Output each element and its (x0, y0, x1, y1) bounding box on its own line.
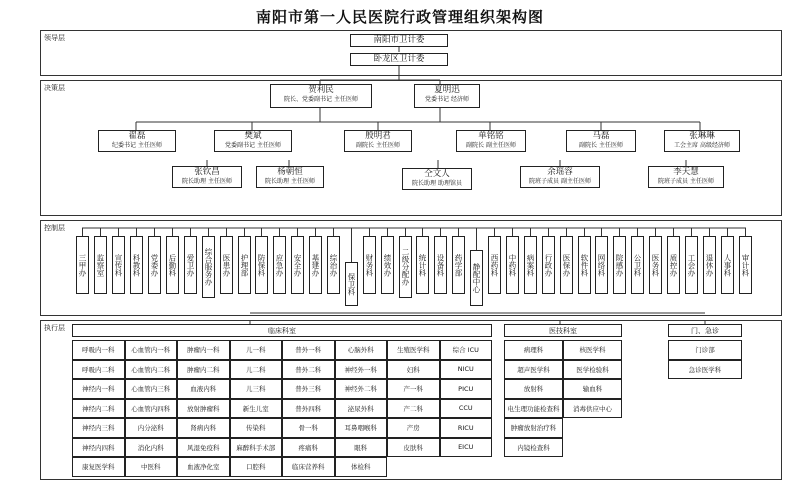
leader-top-box (350, 34, 448, 47)
control-dept-box (470, 250, 483, 306)
control-dept-box (578, 236, 591, 294)
assistant-role: 院长助理 助理馆员 (412, 180, 462, 187)
clinical-dept-cell: 心血管内四科 (125, 399, 178, 419)
medtech-dept-cell: 内镜检查科 (504, 438, 563, 458)
control-dept-label: 基建办 (311, 253, 320, 277)
decision-layer-label: 决策层 (44, 84, 65, 92)
control-dept-label: 药学部 (454, 253, 463, 277)
exec-role: 工会主席 高级经济师 (674, 142, 730, 149)
control-dept-label: 中药科 (508, 253, 517, 277)
clinical-dept-cell: 儿三科 (230, 379, 283, 399)
medtech-dept-cell: 放射科 (504, 379, 563, 399)
clinical-dept-cell: PICU (440, 379, 493, 399)
clinical-dept-cell: 心血管内一科 (125, 340, 178, 360)
control-dept-box (345, 262, 358, 306)
control-dept-box (381, 236, 394, 294)
control-dept-label: 退休办 (705, 253, 714, 277)
control-dept-label: 三甲办 (78, 253, 87, 277)
clinical-dept-cell: 传染科 (230, 418, 283, 438)
control-dept-box (309, 236, 322, 294)
clinical-dept-cell: 神经内三科 (72, 418, 125, 438)
head-role: 党委书记 经济师 (425, 96, 469, 103)
control-dept-box (703, 236, 716, 294)
control-dept-label: 统计科 (418, 253, 427, 277)
control-dept-label: 审计科 (741, 253, 750, 277)
control-dept-box (488, 236, 501, 294)
control-dept-box (631, 236, 644, 294)
medtech-dept-cell: 肿瘤放射治疗科 (504, 418, 563, 438)
clinical-dept-cell: 心脑外科 (335, 340, 388, 360)
clinical-dept-cell: 心血管内三科 (125, 379, 178, 399)
control-dept-box (524, 236, 537, 294)
clinical-dept-cell: 神经内四科 (72, 438, 125, 458)
assistant-name: 杨朝恒 (277, 167, 303, 177)
control-dept-label: 网络科 (597, 253, 606, 277)
exec-name: 单铭铭 (478, 131, 504, 141)
clinical-dept-cell: 眼科 (335, 438, 388, 458)
control-dept-label: 病案科 (526, 253, 535, 277)
control-dept-box (434, 236, 447, 294)
control-dept-label: 护理部 (240, 253, 249, 277)
head-name: 夏明迅 (434, 85, 460, 95)
leadership-layer-label: 领导层 (44, 34, 65, 42)
clinical-dept-cell: 疼痛科 (282, 438, 335, 458)
control-dept-box (273, 236, 286, 294)
clinical-header: 临床科室 (72, 324, 492, 337)
outpatient-item: 门诊部 (668, 340, 742, 360)
assistant-role: 院班子成员 主任医师 (658, 178, 714, 185)
assistant-name: 张钦昌 (194, 167, 220, 177)
control-dept-label: 绩效办 (383, 253, 392, 277)
control-dept-box (238, 236, 251, 294)
clinical-dept-cell: 泌尿外科 (335, 399, 388, 419)
control-dept-label: 医患办 (222, 253, 231, 277)
clinical-dept-cell: RICU (440, 418, 493, 438)
control-dept-box (595, 236, 608, 294)
control-dept-label: 院感办 (615, 253, 624, 277)
clinical-dept-cell: 皮肤科 (387, 438, 440, 458)
control-dept-label: 质控办 (669, 253, 678, 277)
medtech-header: 医技科室 (504, 324, 622, 337)
assistant-role: 院长助理 主任医师 (265, 178, 315, 185)
control-dept-label: 软件科 (580, 253, 589, 277)
control-dept-label: 西药科 (490, 253, 499, 277)
head-role: 院长、党委副书记 主任医师 (284, 96, 358, 103)
clinical-dept-cell: 麻醉科手术部 (230, 438, 283, 458)
control-dept-label: 应急办 (275, 253, 284, 277)
control-dept-label: 爱卫办 (186, 253, 195, 277)
clinical-dept-cell: 普外三科 (282, 379, 335, 399)
medtech-dept-cell: 输血科 (563, 379, 622, 399)
page-title: 南阳市第一人民医院行政管理组织架构图 (255, 8, 544, 26)
control-dept-box (220, 236, 233, 294)
control-dept-label: 宣传科 (114, 253, 123, 277)
clinical-dept-cell: 血液净化室 (177, 457, 230, 477)
clinical-dept-cell: 新生儿室 (230, 399, 283, 419)
assistant-box (648, 166, 724, 188)
clinical-dept-cell: 放射肿瘤科 (177, 399, 230, 419)
control-dept-box (184, 236, 197, 294)
control-dept-label: 党委办 (150, 253, 159, 277)
control-dept-box (506, 236, 519, 294)
control-dept-label: 人事科 (723, 253, 732, 277)
control-dept-label: 保卫科 (347, 272, 356, 296)
outpatient-header: 门、急诊 (668, 324, 742, 337)
exec-name: 樊斌 (244, 131, 262, 141)
control-dept-box (542, 236, 555, 294)
clinical-dept-cell: 消化内科 (125, 438, 178, 458)
clinical-dept-cell: 血液内科 (177, 379, 230, 399)
clinical-dept-cell: 内分泌科 (125, 418, 178, 438)
clinical-dept-cell: 呼吸内一科 (72, 340, 125, 360)
medtech-dept-cell: 核医学科 (563, 340, 622, 360)
assistant-role: 院班子成员 副主任医师 (529, 178, 591, 185)
head-name: 贺利民 (308, 85, 334, 95)
clinical-dept-cell: 产房 (387, 418, 440, 438)
outpatient-item: 急诊医学科 (668, 360, 742, 380)
control-dept-label: 工会办 (687, 253, 696, 277)
control-dept-label: 防保科 (257, 253, 266, 277)
assistant-name: 仝文人 (424, 169, 450, 179)
control-dept-box (649, 236, 662, 294)
clinical-dept-cell: CCU (440, 399, 493, 419)
exec-role: 党委副书记 主任医师 (225, 142, 281, 149)
control-dept-box (560, 236, 573, 294)
clinical-dept-cell: 普外二科 (282, 360, 335, 380)
control-dept-box (76, 236, 89, 294)
clinical-dept-cell: 临床营养科 (282, 457, 335, 477)
exec-role: 纪委书记 主任医师 (112, 142, 162, 149)
control-dept-box (202, 236, 215, 298)
clinical-dept-cell: 儿一科 (230, 340, 283, 360)
clinical-dept-cell: 肿瘤内二科 (177, 360, 230, 380)
assistant-name: 李天慧 (673, 167, 699, 177)
clinical-dept-cell: 神经内一科 (72, 379, 125, 399)
assistant-box (402, 168, 472, 190)
control-dept-box (452, 236, 465, 294)
control-dept-box (739, 236, 752, 294)
clinical-dept-cell: 中医科 (125, 457, 178, 477)
clinical-dept-cell: 体检科 (335, 457, 388, 477)
exec-box (664, 130, 740, 152)
control-dept-box (94, 236, 107, 294)
control-dept-box (112, 236, 125, 294)
head-box-2 (414, 84, 480, 108)
leader-top-label: 南阳市卫计委 (373, 35, 425, 45)
medtech-dept-cell: 消毒供应中心 (563, 399, 622, 419)
control-dept-box (291, 236, 304, 294)
control-dept-box (416, 236, 429, 294)
clinical-dept-cell: 普外四科 (282, 399, 335, 419)
control-dept-label: 公卫科 (633, 253, 642, 277)
control-dept-label: 静配中心 (472, 263, 481, 293)
control-dept-label: 安全办 (293, 253, 302, 277)
exec-box (566, 130, 636, 152)
control-dept-box (130, 236, 143, 294)
assistant-role: 院长助理 主任医师 (182, 178, 232, 185)
clinical-dept-cell: 康复医学科 (72, 457, 125, 477)
clinical-dept-cell: 神经外二科 (335, 379, 388, 399)
exec-name: 张琳琳 (689, 131, 715, 141)
leader-second-label: 卧龙区卫计委 (373, 54, 425, 64)
exec-role: 副院长 副主任医师 (466, 142, 516, 149)
clinical-dept-cell: 骨一科 (282, 418, 335, 438)
control-dept-label: 医务科 (651, 253, 660, 277)
control-dept-box (667, 236, 680, 294)
control-dept-box (166, 236, 179, 294)
control-dept-label: 设备科 (436, 253, 445, 277)
clinical-dept-cell: 产二科 (387, 399, 440, 419)
clinical-dept-cell: 妇科 (387, 360, 440, 380)
clinical-dept-cell: 产一科 (387, 379, 440, 399)
clinical-dept-cell: EICU (440, 438, 493, 458)
assistant-name: 余瑶容 (547, 167, 573, 177)
clinical-dept-cell: 儿二科 (230, 360, 283, 380)
clinical-dept-cell: 综合 ICU (440, 340, 493, 360)
control-dept-box (721, 236, 734, 294)
clinical-dept-cell: 肾病内科 (177, 418, 230, 438)
control-dept-box (327, 236, 340, 294)
control-dept-box (399, 236, 412, 298)
head-box-1 (270, 84, 372, 108)
control-dept-label: 财务科 (365, 253, 374, 277)
exec-box (98, 130, 176, 152)
control-dept-box (148, 236, 161, 294)
exec-name: 殷明君 (365, 131, 391, 141)
medtech-dept-cell: 医学检验科 (563, 360, 622, 380)
clinical-dept-cell: 肿瘤内一科 (177, 340, 230, 360)
control-dept-label: 科教科 (132, 253, 141, 277)
clinical-dept-cell: 呼吸内二科 (72, 360, 125, 380)
exec-role: 副院长 主任医师 (579, 142, 623, 149)
control-dept-label: 监察室 (96, 253, 105, 277)
assistant-box (520, 166, 600, 188)
assistant-box (172, 166, 242, 188)
clinical-dept-cell: 生殖医学科 (387, 340, 440, 360)
control-dept-label: 医保办 (562, 253, 571, 277)
control-dept-label: 行政办 (544, 253, 553, 277)
medtech-dept-cell: 病理科 (504, 340, 563, 360)
control-dept-label: 综治办 (329, 253, 338, 277)
clinical-dept-cell: 口腔科 (230, 457, 283, 477)
control-dept-label: 后勤科 (168, 253, 177, 277)
exec-box (214, 130, 292, 152)
clinical-dept-cell: 耳鼻咽喉科 (335, 418, 388, 438)
control-dept-box (363, 236, 376, 294)
clinical-dept-cell: NICU (440, 360, 493, 380)
control-dept-label: 综合服务办 (204, 248, 213, 286)
clinical-dept-cell: 风湿免疫科 (177, 438, 230, 458)
control-layer-label: 控制层 (44, 224, 65, 232)
exec-box (344, 130, 412, 152)
control-dept-box (613, 236, 626, 294)
clinical-dept-cell: 神经外一科 (335, 360, 388, 380)
execution-layer-label: 执行层 (44, 324, 65, 332)
exec-box (456, 130, 526, 152)
exec-role: 副院长 主任医师 (356, 142, 400, 149)
assistant-box (256, 166, 324, 188)
medtech-dept-cell: 电生理功能检查科 (504, 399, 563, 419)
control-dept-label: 二级分配办 (401, 248, 410, 286)
clinical-dept-cell: 普外一科 (282, 340, 335, 360)
control-dept-box (255, 236, 268, 294)
control-dept-box (685, 236, 698, 294)
exec-name: 翟磊 (128, 131, 146, 141)
exec-name: 马磊 (592, 131, 610, 141)
medtech-dept-cell: 超声医学科 (504, 360, 563, 380)
clinical-dept-cell: 神经内二科 (72, 399, 125, 419)
clinical-dept-cell: 心血管内二科 (125, 360, 178, 380)
leader-second-box (350, 53, 448, 66)
